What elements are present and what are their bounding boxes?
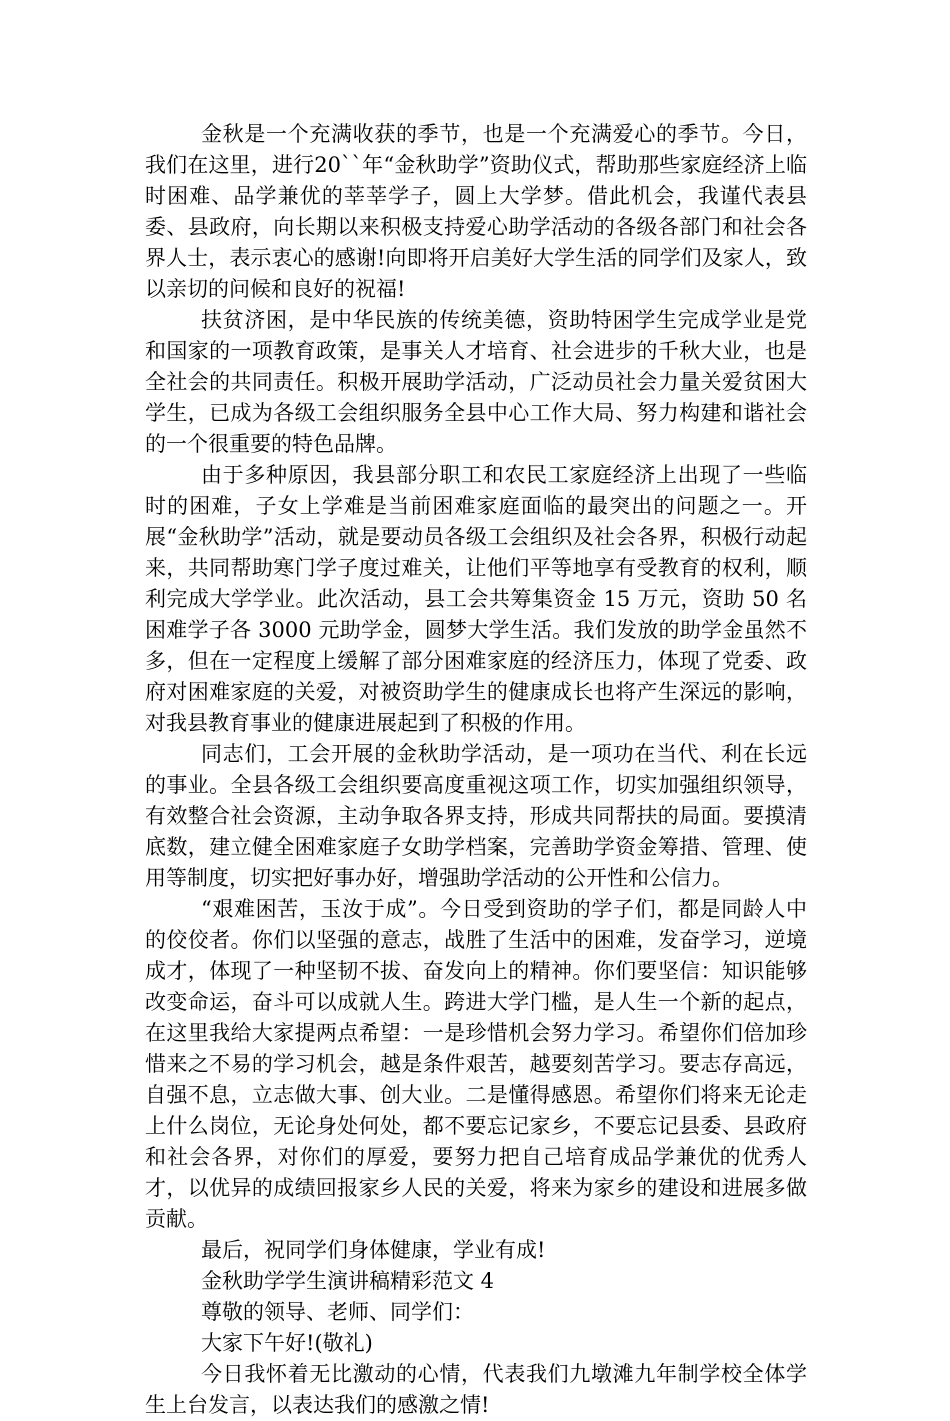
salutation: 尊敬的领导、老师、同学们：: [201, 1300, 474, 1324]
paragraph-opening: 金秋是一个充满收获的季节，也是一个充满爱心的季节。今日，我们在这里，进行20``年“金秋助学”资助仪式，帮助那些家庭经济上临时困难、品学兼优的莘莘学子，圆上大学梦。借此机会，我谨代表县委、县政府，向长期以来积极支持爱心助学活动的各级各部门和社会各界人士，表示衷心的感谢!向即将开启美好大学生活的同学们及家人，致以亲切的问候和良好的祝福!: [145, 122, 807, 301]
paragraph-hopes: “艰难困苦，玉汝于成”。今日受到资助的学子们，都是同龄人中的佼佼者。你们以坚强的意志，战胜了生活中的困难，发奋学习，逆境成才，体现了一种坚韧不拔、奋发向上的精神。你们要坚信：知识能够改变命运，奋斗可以成就人生。跨进大学门槛，是人生一个新的起点，在这里我给大家提两点希望：一是珍惜机会努力学习。希望你们倍加珍惜来之不易的学习机会，越是条件艰苦，越要刻苦学习。要志存高远，自强不息，立志做大事、创大业。二是懂得感恩。希望你们将来无论走上什么岗位，无论身处何处，都不要忘记家乡，不要忘记县委、县政府和社会各界，对你们的厚爱，要努力把自己培育成品学兼优的优秀人才，以优异的成绩回报家乡人民的关爱，将来为家乡的建设和进展多做贡献。: [145, 897, 807, 1231]
paragraph-comrades: 同志们，工会开展的金秋助学活动，是一项功在当代、利在长远的事业。全县各级工会组织要高度重视这项工作，切实加强组织领导，有效整合社会资源，主动争取各界支持，形成共同帮扶的局面。要摸清底数，建立健全困难家庭子女助学档案，完善助学资金筹措、管理、使用等制度，切实把好事办好，增强助学活动的公开性和公信力。: [145, 742, 807, 890]
paragraph-closing-wish: 最后，祝同学们身体健康，学业有成!: [201, 1238, 546, 1262]
paragraph-reasons: 由于多种原因，我县部分职工和农民工家庭经济上出现了一些临时的困难，子女上学难是当前困难家庭面临的最突出的问题之一。开展“金秋助学”活动，就是要动员各级工会组织及社会各界，积极行动起来，共同帮助寒门学子度过难关，让他们平等地享有受教育的权利，顺利完成大学学业。此次活动，县工会共筹集资金 15 万元，资助 50 名困难学子各 3000 元助学金，圆梦大学生活。我们发放的助学金虽然不多，但在一定程度上缓解了部分困难家庭的经济压力，体现了党委、政府对困难家庭的关爱，对被资助学生的健康成长也将产生深远的影响，对我县教育事业的健康进展起到了积极的作用。: [145, 463, 807, 735]
paragraph-speech-intro: 今日我怀着无比激动的心情，代表我们九墩滩九年制学校全体学生上台发言，以表达我们的感激之情!: [145, 1362, 807, 1417]
section-heading: 金秋助学学生演讲稿精彩范文 4: [201, 1269, 495, 1293]
greeting: 大家下午好!(敬礼): [201, 1331, 373, 1355]
paragraph-poverty-relief: 扶贫济困，是中华民族的传统美德，资助特困学生完成学业是党和国家的一项教育政策，是事关人才培育、社会进步的千秋大业，也是全社会的共同责任。积极开展助学活动，广泛动员社会力量关爱贫困大学生，已成为各级工会组织服务全县中心工作大局、努力构建和谐社会的一个很重要的特色品牌。: [145, 308, 807, 456]
document-page: [145, 119, 807, 1421]
